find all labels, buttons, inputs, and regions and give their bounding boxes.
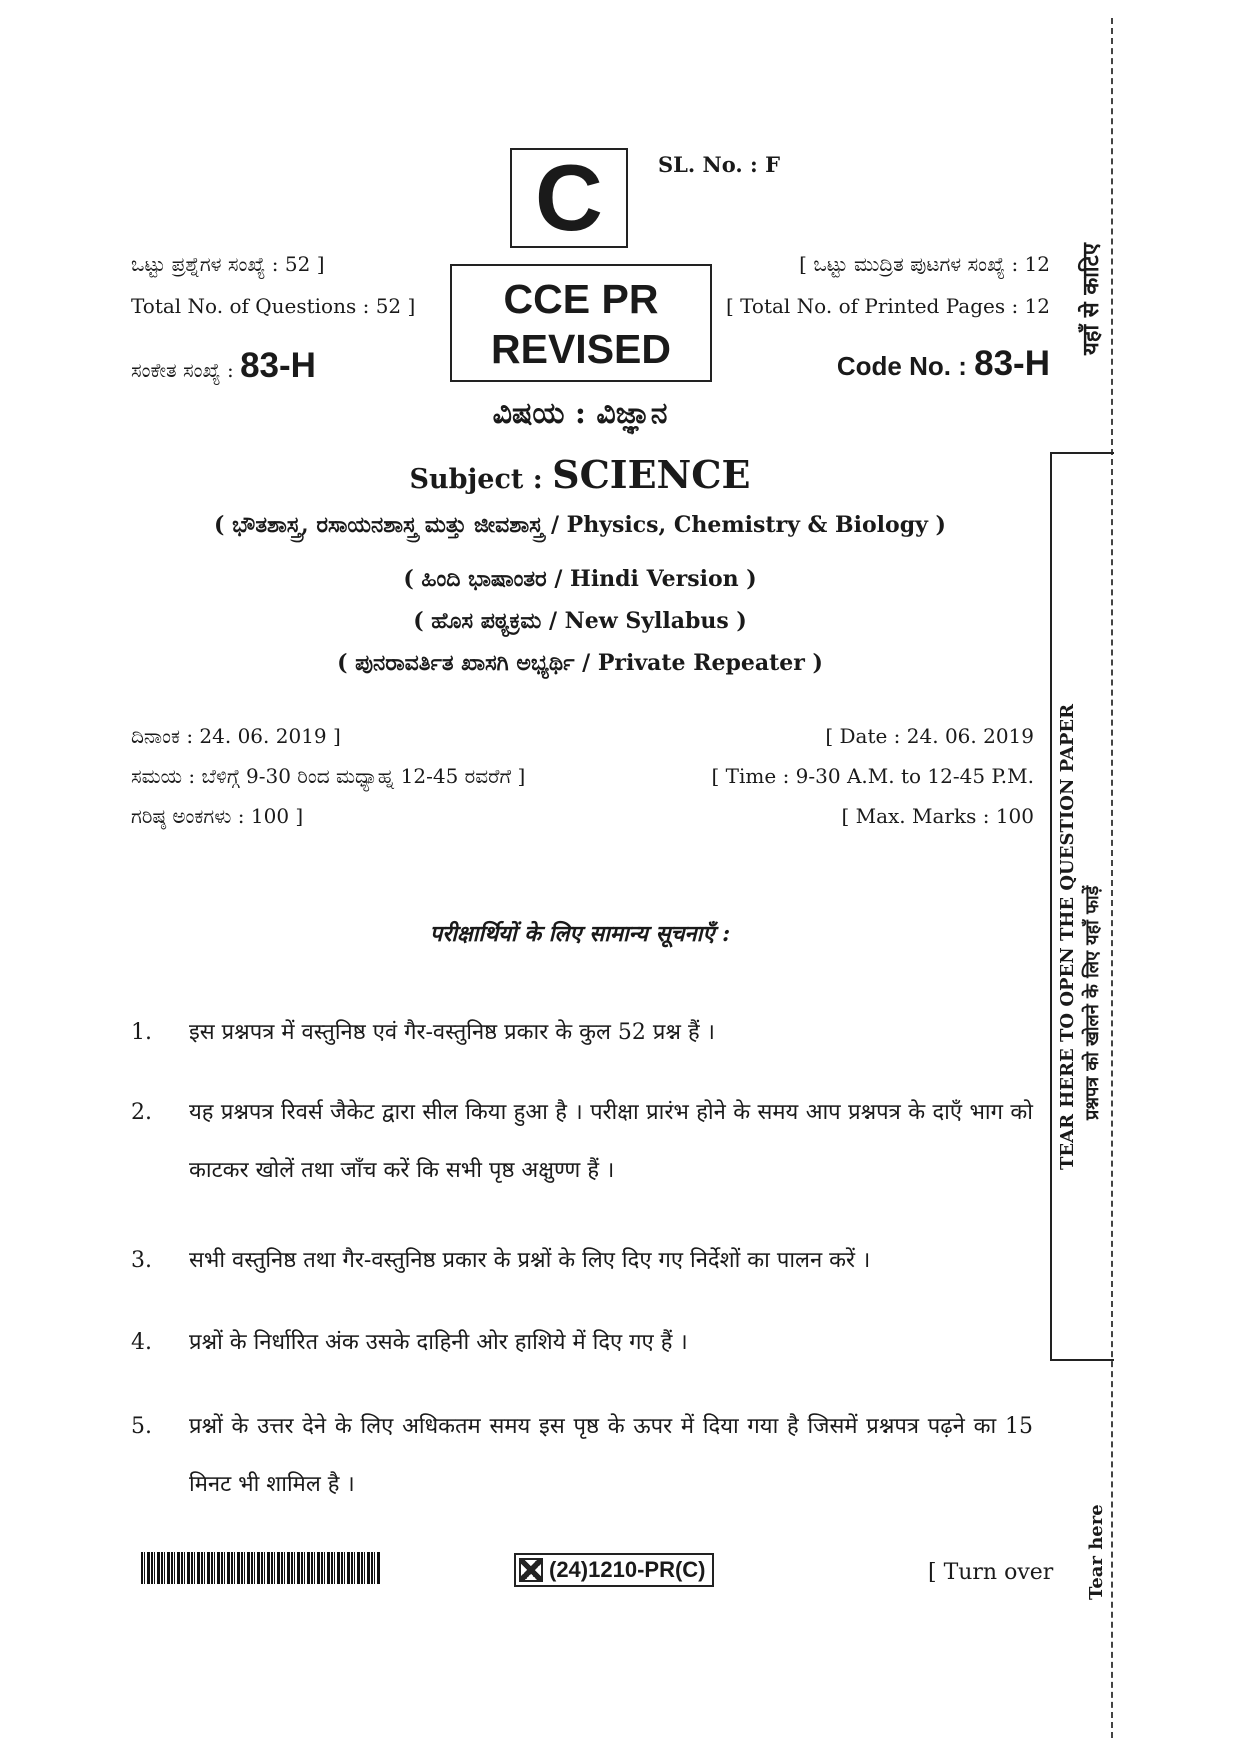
instruction-item (131, 1084, 1033, 1200)
subject-name: SCIENCE (552, 452, 751, 497)
instruction-number: 2. (131, 1100, 152, 1125)
instruction-item (131, 1232, 1033, 1290)
tear-here: Tear here (1086, 1504, 1107, 1600)
turn-over: [ Turn over (928, 1560, 1054, 1585)
total-pages-english: [ Total No. of Printed Pages : 12 (725, 294, 1050, 318)
instruction-text: इस प्रश्नपत्र में वस्तुनिष्ठ एवं गैर-वस्तुनिष्ठ प्रकार के कुल 52 प्रश्न हैं । (189, 1020, 715, 1045)
time-english: [ Time : 9-30 A.M. to 12-45 P.M. (711, 764, 1034, 788)
instruction-number: 3. (131, 1248, 152, 1273)
instruction-text: यह प्रश्नपत्र रिवर्स जैकेट द्वारा सील किया हुआ है । परीक्षा प्रारंभ होने के समय आप प्रश्नपत्र के दाएँ भाग को काटकर खोलें तथा जाँच करें कि सभी पृष्ठ अक्षुण्ण हैं । (189, 1100, 1033, 1183)
version-line: ( ಹಿಂದಿ ಭಾಷಾಂತರ / Hindi Version ) (403, 566, 757, 592)
tear-english: TEAR HERE TO OPEN THE QUESTION PAPER (1057, 703, 1078, 1170)
candidate-line: ( ಪುನರಾವರ್ತಿತ ಖಾಸಗಿ ಅಭ್ಯರ್ಥಿ / Private Repeater ) (337, 650, 823, 676)
instruction-item (131, 1314, 1033, 1372)
code-label-kannada: ಸಂಕೇತ ಸಂಖ್ಯೆ : (131, 358, 234, 382)
qr-icon (519, 1558, 543, 1582)
instruction-item (131, 1398, 1033, 1514)
marks-english: [ Max. Marks : 100 (841, 804, 1034, 828)
time-kannada: ಸಮಯ : ಬೆಳಿಗ್ಗೆ 9-30 ರಿಂದ ಮಧ್ಯಾಹ್ನ 12-45 ರವರೆಗೆ ] (131, 764, 526, 788)
cce-line-1: CCE PR (503, 276, 659, 322)
marks-kannada: ಗರಿಷ್ಠ ಅಂಕಗಳು : 100 ] (131, 804, 304, 828)
subject-english (120, 452, 1040, 497)
instruction-text: सभी वस्तुनिष्ठ तथा गैर-वस्तुनिष्ठ प्रकार के प्रश्नों के लिए दिए गए निर्देशों का पालन करें । (189, 1248, 871, 1273)
subject-kannada: ವಿಷಯ : ವಿಜ್ಞಾನ (492, 396, 668, 431)
code-value-english: 83-H (974, 344, 1050, 383)
instruction-item (131, 1004, 1033, 1062)
date-kannada: ದಿನಾಂಕ : 24. 06. 2019 ] (131, 724, 341, 748)
date-english: [ Date : 24. 06. 2019 (825, 724, 1034, 748)
serial-number: SL. No. : F (658, 152, 780, 177)
instruction-number: 4. (131, 1330, 152, 1355)
subject-branches: ( ಭೌತಶಾಸ್ತ್ರ, ರಸಾಯನಶಾಸ್ತ್ರ ಮತ್ತು ಜೀವಶಾಸ್ತ್ರ / Physics, Chemistry & Biology ) (214, 512, 946, 538)
cce-pr-revised-box (450, 264, 712, 382)
paper-code-box (514, 1553, 714, 1587)
code-kannada (131, 346, 316, 386)
tear-hindi-top: यहाँ से काटिए (1078, 243, 1104, 355)
instruction-number: 5. (131, 1414, 152, 1439)
tear-hindi: प्रश्नपत्र को खोलने के लिए यहाँ फाड़ें (1082, 885, 1103, 1120)
total-questions-english: Total No. of Questions : 52 ] (131, 294, 416, 318)
instruction-text: प्रश्नों के उत्तर देने के लिए अधिकतम समय इस पृष्ठ के ऊपर में दिया गया है जिसमें प्रश्नपत्र पढ़ने का 15 मिनट भी शामिल है । (189, 1414, 1033, 1497)
cce-line-2: REVISED (491, 326, 671, 372)
syllabus-line: ( ಹೊಸ ಪಠ್ಯಕ್ರಮ / New Syllabus ) (413, 608, 747, 634)
paper-code: (24)1210-PR(C) (549, 1557, 706, 1582)
total-questions-kannada: ಒಟ್ಟು ಪ್ರಶ್ನೆಗಳ ಸಂಖ್ಯೆ : 52 ] (131, 252, 325, 276)
instruction-number: 1. (131, 1020, 152, 1045)
subject-label: Subject : (409, 464, 543, 495)
code-english (837, 344, 1050, 384)
instruction-text: प्रश्नों के निर्धारित अंक उसके दाहिनी ओर हाशिये में दिए गए हैं । (189, 1330, 688, 1355)
code-label-english: Code No. : (836, 351, 967, 381)
set-letter-box (510, 145, 628, 250)
set-letter: C (535, 145, 603, 250)
barcode (141, 1552, 381, 1584)
code-value-kannada: 83-H (240, 346, 316, 385)
instructions-title: परीक्षार्थियों के लिए सामान्य सूचनाएँ : (429, 921, 731, 947)
total-pages-kannada: [ ಒಟ್ಟು ಮುದ್ರಿತ ಪುಟಗಳ ಸಂಖ್ಯೆ : 12 (799, 252, 1050, 276)
